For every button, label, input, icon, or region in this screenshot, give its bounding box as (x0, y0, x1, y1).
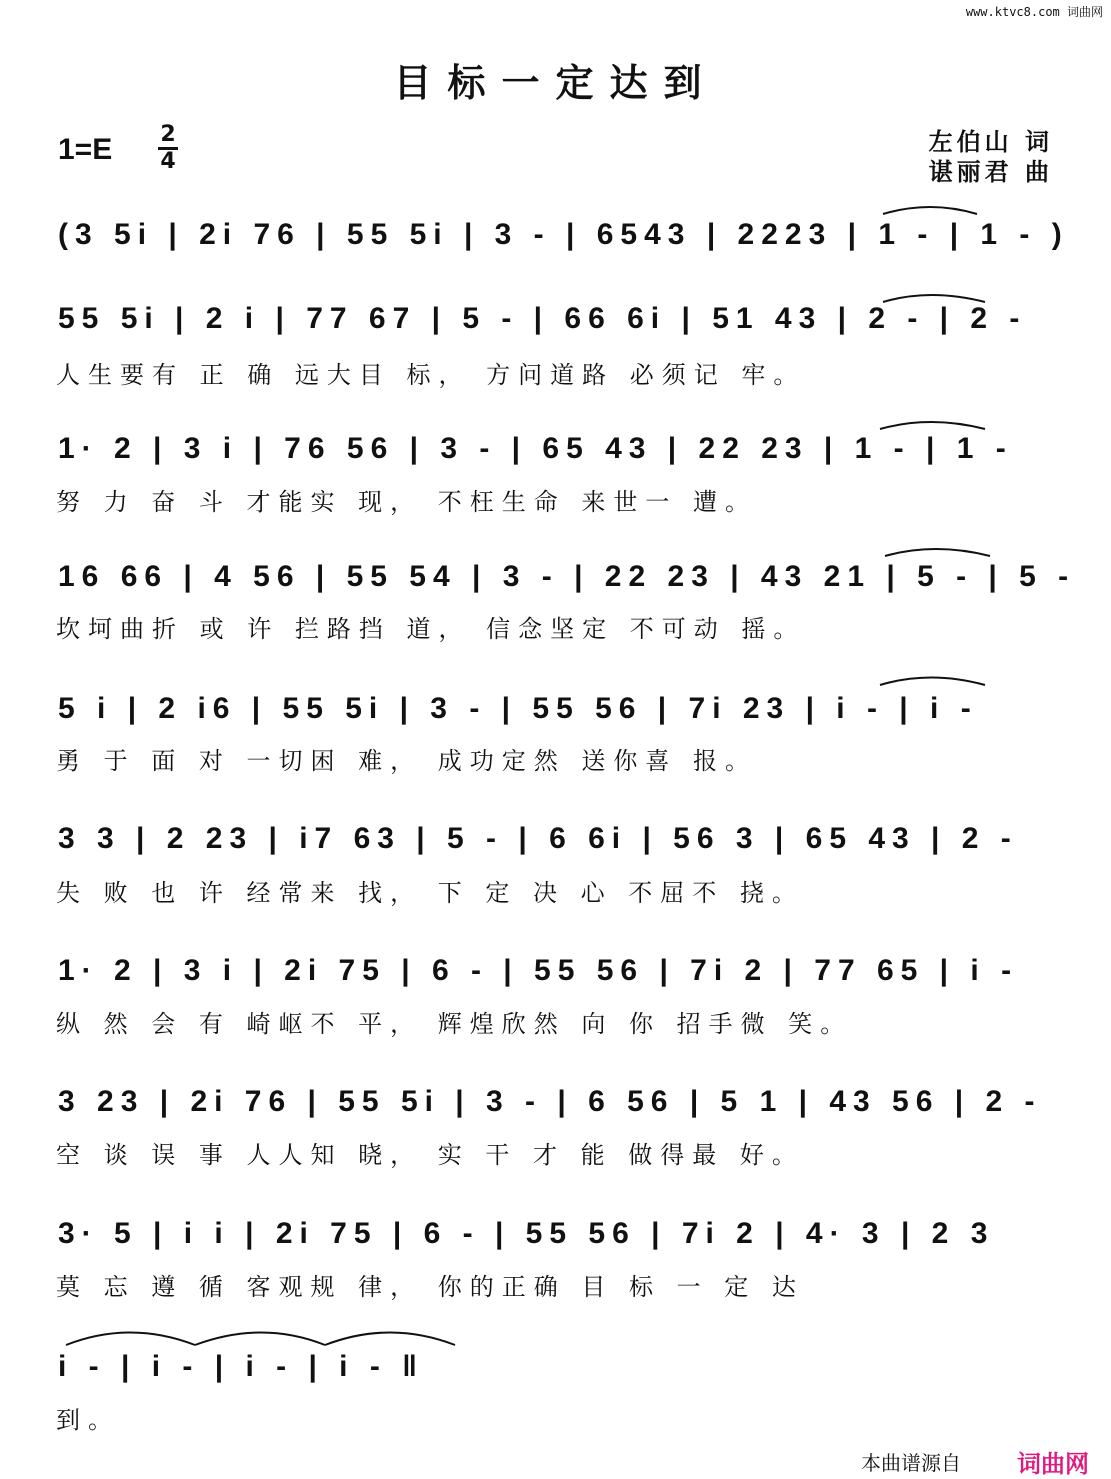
tie-mark (883, 295, 985, 302)
notation-row-2: 1· 2 | 3 i | 76 56 | 3 - | 65 43 | 22 23 | 1 - | 1 - (58, 432, 1013, 465)
notation-row-4: 5 i | 2 i6 | 55 5i | 3 - | 55 56 | 7i 23 | i - | i - (58, 692, 978, 725)
notation-row-1: 55 5i | 2 i | 77 67 | 5 - | 66 6i | 51 43 | 2 - | 2 - (58, 302, 1027, 335)
tie-mark (66, 1333, 195, 1346)
composer-credit: 谌丽君 曲 (928, 158, 1053, 186)
key-signature: 1=E (58, 133, 113, 166)
lyric-row-1: 人生要有 正 确 远大目 标， 方问道路 必须记 牢。 (56, 361, 806, 389)
lyric-row-4: 勇 于 面 对 一切困 难， 成功定然 送你喜 报。 (56, 747, 758, 775)
tie-mark (885, 549, 990, 556)
notation-row-6: 1· 2 | 3 i | 2i 75 | 6 - | 55 56 | 7i 2 | 77 65 | i - (58, 954, 1019, 987)
tie-mark (880, 678, 985, 686)
lyric-row-7: 空 谈 误 事 人人知 晓， 实 干 才 能 做得最 好。 (56, 1141, 804, 1169)
song-title: 目标一定达到 (393, 60, 718, 105)
lyric-row-5: 失 败 也 许 经常来 找， 下 定 决 心 不屈不 挠。 (56, 879, 804, 907)
notation-row-5: 3 3 | 2 23 | i7 63 | 5 - | 6 6i | 56 3 | 65 43 | 2 - (58, 822, 1018, 855)
lyric-row-8: 莫 忘 遵 循 客观规 律， 你的正确 目 标 一 定 达 (56, 1273, 804, 1301)
time-denominator: 4 (160, 149, 176, 174)
notation-row-7: 3 23 | 2i 76 | 55 5i | 3 - | 6 56 | 5 1 | 43 56 | 2 - (58, 1085, 1042, 1118)
lyric-row-2: 努 力 奋 斗 才能实 现， 不枉生命 来世一 遭。 (56, 488, 758, 516)
tie-mark (883, 207, 977, 214)
tie-mark (195, 1333, 325, 1346)
notation-row-8: 3· 5 | i i | 2i 75 | 6 - | 55 56 | 7i 2 | 4· 3 | 2 3 (58, 1217, 995, 1250)
notation-row-9: i - | i - | i - | i - ‖ (58, 1350, 425, 1383)
source-label: 本曲谱源自 (861, 1451, 961, 1475)
lyric-row-6: 纵 然 会 有 崎岖不 平， 辉煌欣然 向 你 招手微 笑。 (56, 1010, 853, 1038)
notation-row-intro: (3 5i | 2i 76 | 55 5i | 3 - | 6543 | 2223 | 1 - | 1 - ) (58, 218, 1069, 251)
lyric-row-3: 坎坷曲折 或 许 拦路挡 道， 信念坚定 不可动 摇。 (56, 615, 806, 643)
tie-mark (880, 422, 985, 429)
time-numerator: 2 (160, 122, 176, 147)
lyricist-credit: 左伯山 词 (928, 128, 1053, 156)
brand-link[interactable]: 词曲网 (1017, 1450, 1089, 1478)
notation-row-3: 16 66 | 4 56 | 55 54 | 3 - | 22 23 | 43 21 | 5 - | 5 - (58, 560, 1076, 593)
lyric-row-9: 到。 (56, 1406, 120, 1434)
tie-mark (325, 1333, 455, 1346)
site-url[interactable]: www.ktvc8.com 词曲网 (965, 5, 1103, 19)
